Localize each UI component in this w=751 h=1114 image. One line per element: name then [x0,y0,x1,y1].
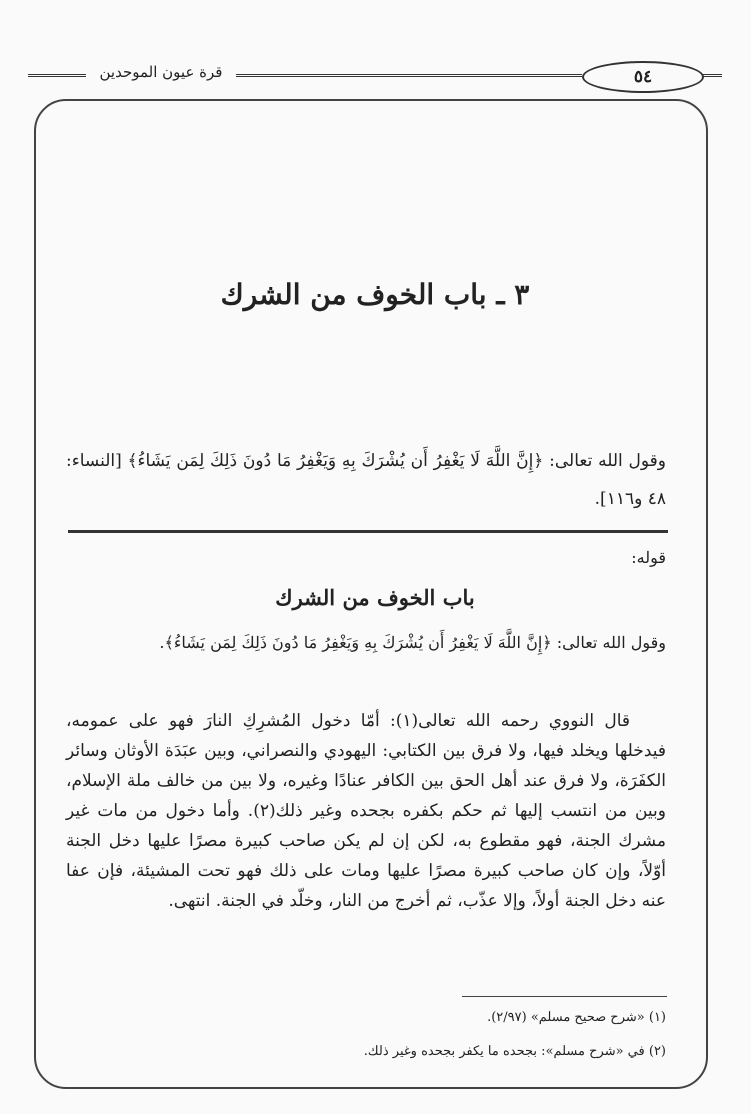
header-rule-left [28,74,86,77]
commentary-verse: وقول الله تعالى: ﴿إِنَّ اللَّهَ لَا يَغْفِرُ أَن يُشْرَكَ بِهِ وَيَغْفِرُ مَا دُونَ ذَلِكَ لِمَن يَشَاءُ﴾. [159,633,666,652]
chapter-title: ٣ ـ باب الخوف من الشرك [220,278,530,311]
footnote-2: (٢) في «شرح مسلم»: بجحده ما يكفر بجحده وغير ذلك. [363,1044,666,1059]
commentary-body [66,706,666,916]
section-separator [68,530,668,533]
commentary-intro: قوله: [631,548,666,567]
running-title: قرة عيون الموحدين [99,63,223,81]
header-rule-right [702,74,722,77]
footnote-rule [462,996,667,997]
commentary-subtitle: باب الخوف من الشرك [275,585,475,610]
page-number: ٥٤ [582,61,704,93]
main-text: وقول الله تعالى: ﴿إِنَّ اللَّهَ لَا يَغْفِرُ أَن يُشْرَكَ بِهِ وَيَغْفِرُ مَا دُونَ ذَلِكَ لِمَن يَشَاءُ﴾ [النساء: ٤٨ و١١٦]. [66,451,666,509]
commentary-paragraph: قال النووي رحمه الله تعالى(١): أمّا دخول المُشرِكِ النارَ فهو على عمومه، فيدخلها ويخلد فيها، ولا فرق بين الكتابي: اليهودي والنصراني، وبين عبَدَة الأوثان وسائر الكفَرَة، ولا فرق عند أهل الحق بين الكافر عنادًا وغيره، ولا بين من خالف ملة الإسلام، وبين من انتسب إليها ثم حكم بكفره بجحده وغير ذلك(٢). وأما دخول من مات غير مشرك الجنة، فهو مقطوع به، لكن إن لم يكن صاحب كبيرة مصرًا عليها دخل الجنة أوّلاً، وإن كان صاحب كبيرة مصرًا عليها ومات على ذلك فهو تحت المشيئة، فإن عفا عنه دخل الجنة أولاً، وإلا عذّب، ثم أخرج من النار، وخلّد في الجنة. انتهى. [66,711,666,911]
page-header [0,55,751,93]
header-rule-middle [236,74,582,77]
footnote-1: (١) «شرح صحيح مسلم» (٢/٩٧). [487,1010,666,1025]
